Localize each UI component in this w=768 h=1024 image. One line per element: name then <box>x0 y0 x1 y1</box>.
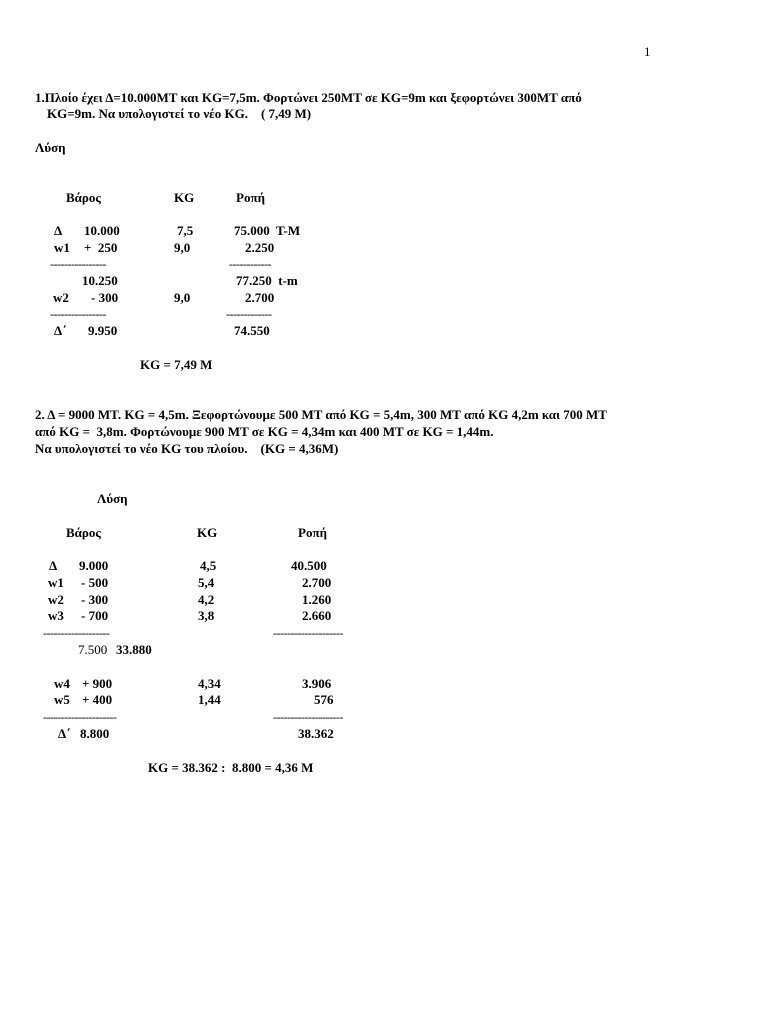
p1-header-weight: Βάρος <box>66 190 101 205</box>
p2-header-weight: Βάρος <box>66 525 101 540</box>
p2-row-moment: 2.660 <box>302 608 332 623</box>
p1-subtotal-weight: 10.250 <box>82 273 118 288</box>
p1-row-label: Δ <box>54 223 63 238</box>
p2-divider-left: --------------------- <box>43 710 117 724</box>
p2-row-kg: 4,34 <box>198 676 221 691</box>
p2-row-weight: + 400 <box>82 692 113 707</box>
p2-subtotal-weight: 7.500 <box>78 642 108 657</box>
p1-final-moment: 74.550 <box>234 323 270 338</box>
p1-row-moment: 2.250 <box>245 240 275 255</box>
p2-divider-left: ------------------- <box>43 626 110 640</box>
p2-divider-right: -------------------- <box>273 710 343 724</box>
p1-result: KG = 7,49 M <box>140 357 213 372</box>
problem-1-statement-line-2: KG=9m. Να υπολογιστεί το νέο KG. ( 7,49 M) <box>47 106 312 121</box>
p2-row-label: w3 <box>48 608 64 623</box>
p2-result: KG = 38.362 : 8.800 = 4,36 M <box>148 760 314 775</box>
p1-row-label: w1 <box>54 240 70 255</box>
p2-row-kg: 4,5 <box>200 558 217 573</box>
p2-header-moment: Ροπή <box>298 525 327 540</box>
p1-row-moment: 2.700 <box>245 290 275 305</box>
p1-row-kg: 9,0 <box>174 240 191 255</box>
p2-row-label: w4 <box>54 676 70 691</box>
p2-row-weight: + 900 <box>82 676 113 691</box>
p2-row-weight: - 500 <box>81 575 109 590</box>
p2-row-moment: 40.500 <box>291 558 327 573</box>
p2-row-weight: - 300 <box>81 592 109 607</box>
p2-row-label: w5 <box>54 692 70 707</box>
p2-final-label: Δ΄ <box>58 726 71 741</box>
p1-row-moment: 75.000 T-M <box>234 223 301 238</box>
p1-divider-right: ------------- <box>226 307 272 321</box>
p1-divider-left: ---------------- <box>50 257 106 271</box>
p2-divider-right: -------------------- <box>273 626 343 640</box>
p1-row-kg: 9,0 <box>174 290 191 305</box>
p2-row-kg: 5,4 <box>198 575 215 590</box>
p2-row-label: w1 <box>48 575 64 590</box>
p2-row-moment: 2.700 <box>302 575 332 590</box>
problem-2-statement-line-3: Να υπολογιστεί το νέο KG του πλοίου. (KG = 4,36M) <box>35 441 339 456</box>
p1-final-weight: 9.950 <box>88 323 118 338</box>
p1-row-label: w2 <box>53 290 69 305</box>
p1-row-kg: 7,5 <box>177 223 194 238</box>
p2-row-moment: 576 <box>314 692 334 707</box>
p1-row-weight: 10.000 <box>84 223 120 238</box>
p1-row-weight: + 250 <box>84 240 118 255</box>
p1-divider-right: ------------ <box>229 257 271 271</box>
p2-subtotal-moment: 33.880 <box>116 642 152 657</box>
p2-row-label: Δ <box>49 558 58 573</box>
problem-2-solution-label: Λύση <box>97 491 128 506</box>
page-number: 1 <box>644 44 651 59</box>
p2-row-moment: 1.260 <box>302 592 332 607</box>
p2-row-kg: 3,8 <box>198 608 215 623</box>
p1-header-moment: Ροπή <box>236 190 265 205</box>
p1-subtotal-moment: 77.250 t-m <box>236 273 298 288</box>
problem-1-solution-label: Λύση <box>35 140 66 155</box>
p1-final-label: Δ΄ <box>54 323 67 338</box>
p1-divider-left: ---------------- <box>50 307 106 321</box>
p2-final-moment: 38.362 <box>298 726 334 741</box>
p2-row-weight: 9.000 <box>79 558 109 573</box>
p1-header-kg: KG <box>174 190 195 205</box>
p1-row-weight: - 300 <box>91 290 119 305</box>
p2-row-kg: 4,2 <box>198 592 215 607</box>
problem-1-statement-line-1: 1.Πλοίο έχει Δ=10.000ΜΤ και KG=7,5m. Φορτώνει 250ΜΤ σε KG=9m και ξεφορτώνει 300ΜΤ από <box>35 90 582 105</box>
p2-header-kg: KG <box>197 525 218 540</box>
problem-2-statement-line-2: από KG = 3,8m. Φορτώνουμε 900 ΜΤ σε KG = 4,34m και 400 MT σε KG = 1,44m. <box>35 424 494 439</box>
p2-row-weight: - 700 <box>81 608 109 623</box>
p2-final-weight: 8.800 <box>80 726 110 741</box>
p2-row-moment: 3.906 <box>302 676 332 691</box>
p2-row-label: w2 <box>48 592 64 607</box>
p2-row-kg: 1,44 <box>198 692 221 707</box>
problem-2-statement-line-1: 2. Δ = 9000 MT. KG = 4,5m. Ξεφορτώνουμε 500 ΜΤ από KG = 5,4m, 300 MT από KG 4,2m και 700 MT <box>35 407 607 422</box>
